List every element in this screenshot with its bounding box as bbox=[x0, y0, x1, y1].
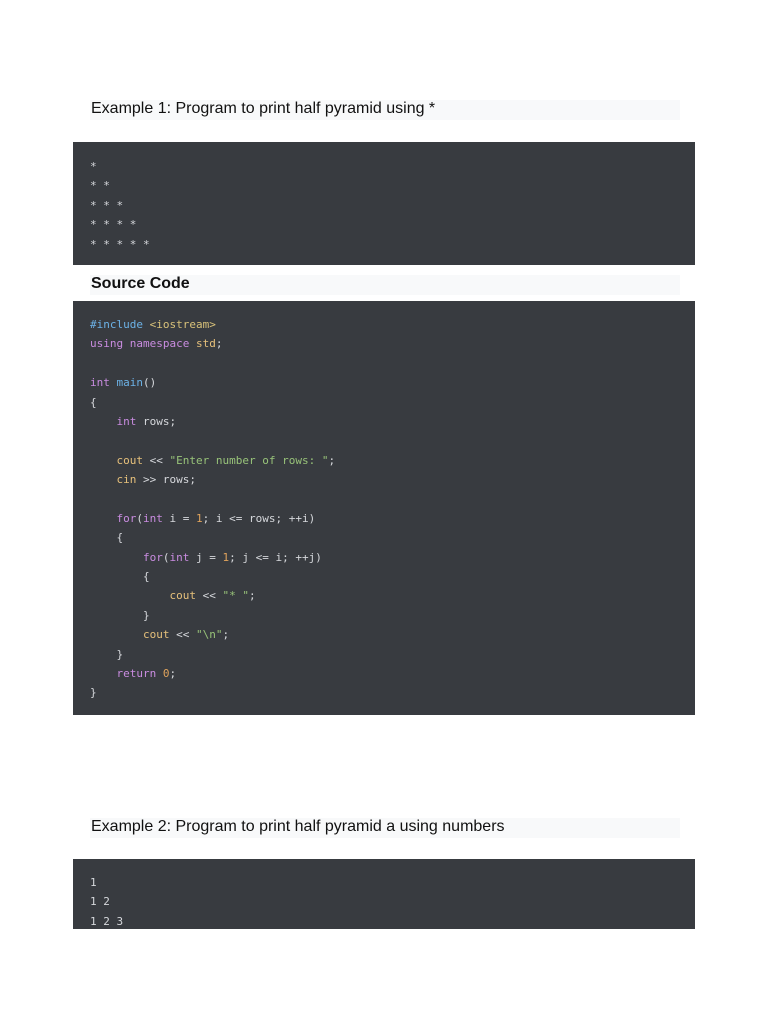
output-line: * * * bbox=[90, 198, 124, 212]
code-token: ; bbox=[222, 628, 230, 642]
code-line bbox=[90, 567, 335, 586]
code-token: <iostream> bbox=[149, 318, 216, 331]
code-line bbox=[90, 625, 335, 644]
code-token: << bbox=[143, 453, 170, 467]
code-token: { bbox=[90, 395, 97, 409]
code-token: std bbox=[195, 337, 216, 351]
source-code-block bbox=[73, 301, 695, 715]
code-line bbox=[90, 586, 335, 605]
code-token: ; bbox=[215, 337, 223, 351]
code-token: rows; bbox=[136, 414, 177, 428]
code-line bbox=[90, 606, 335, 625]
code-line bbox=[90, 683, 335, 702]
code-token: cout bbox=[142, 628, 170, 642]
code-token: "Enter number of rows: " bbox=[169, 453, 329, 467]
code-token bbox=[90, 551, 143, 564]
code-token bbox=[90, 667, 117, 680]
code-token: for bbox=[116, 511, 137, 525]
code-token: << bbox=[169, 628, 196, 642]
code-token: ( bbox=[162, 550, 170, 564]
code-line bbox=[90, 528, 335, 547]
code-token: { bbox=[90, 531, 124, 545]
code-token: ; bbox=[169, 667, 177, 681]
output-line: * * * * bbox=[90, 218, 137, 232]
example1-title: Example 1: Program to print half pyramid using * bbox=[91, 100, 436, 117]
code-token: () bbox=[143, 376, 157, 390]
code-token: ; bbox=[248, 589, 256, 603]
code-token: main bbox=[116, 376, 143, 390]
code-token: using namespace bbox=[90, 337, 196, 351]
code-line bbox=[90, 548, 335, 567]
code-line bbox=[90, 315, 335, 334]
output-line: 1 2 bbox=[90, 895, 110, 909]
code-token: for bbox=[142, 550, 163, 564]
code-line bbox=[90, 490, 335, 509]
code-token: "* " bbox=[222, 589, 249, 603]
code-token: cin bbox=[116, 473, 137, 487]
example2-output-lines bbox=[90, 873, 123, 929]
example1-output-block bbox=[73, 142, 695, 265]
code-token: int bbox=[116, 414, 137, 428]
code-line bbox=[90, 645, 335, 664]
code-token: "\n" bbox=[195, 628, 223, 642]
output-line: * * bbox=[90, 179, 110, 193]
example2-output-block bbox=[73, 859, 695, 929]
code-token: int bbox=[90, 376, 117, 390]
code-token: ; j <= i; ++j) bbox=[229, 550, 322, 564]
code-line bbox=[90, 393, 335, 412]
example2-title: Example 2: Program to print half pyramid a using numbers bbox=[91, 818, 505, 835]
output-line: * bbox=[90, 160, 97, 173]
code-line bbox=[90, 470, 335, 489]
code-token: j = bbox=[189, 550, 223, 564]
code-token: int bbox=[143, 511, 163, 525]
code-token bbox=[90, 415, 117, 428]
code-token: 1 bbox=[196, 511, 203, 525]
source-code-heading: Source Code bbox=[91, 275, 190, 292]
code-token: return bbox=[116, 667, 163, 681]
code-token: ; bbox=[328, 453, 336, 467]
code-token: << bbox=[195, 589, 223, 603]
code-token bbox=[90, 512, 117, 525]
example1-output-lines bbox=[90, 157, 150, 254]
code-line bbox=[90, 664, 335, 683]
code-line bbox=[90, 431, 335, 450]
code-token: } bbox=[90, 647, 124, 661]
output-line: * * * * * bbox=[90, 237, 150, 251]
code-line bbox=[90, 373, 335, 392]
output-line: 1 2 3 bbox=[90, 914, 124, 928]
code-token: >> rows; bbox=[136, 473, 196, 487]
code-token: #include bbox=[90, 318, 150, 331]
source-code-lines bbox=[90, 315, 335, 703]
code-token: cout bbox=[169, 589, 196, 603]
code-token: } bbox=[90, 608, 150, 622]
code-token: i = bbox=[162, 511, 196, 525]
code-line bbox=[90, 451, 335, 470]
code-token: { bbox=[90, 570, 150, 584]
code-token bbox=[90, 589, 169, 602]
code-token bbox=[90, 628, 143, 641]
code-token bbox=[90, 454, 117, 467]
code-token: } bbox=[90, 686, 97, 700]
code-token: ; i <= rows; ++i) bbox=[202, 511, 316, 525]
code-token: cout bbox=[116, 453, 143, 467]
code-token bbox=[90, 473, 117, 486]
code-token: int bbox=[169, 550, 190, 564]
code-token: ( bbox=[136, 511, 143, 525]
output-line: 1 bbox=[90, 876, 97, 889]
code-line bbox=[90, 509, 335, 528]
code-line bbox=[90, 354, 335, 373]
code-line bbox=[90, 334, 335, 353]
code-token: 0 bbox=[162, 667, 170, 681]
code-line bbox=[90, 412, 335, 431]
code-token: 1 bbox=[222, 550, 230, 564]
